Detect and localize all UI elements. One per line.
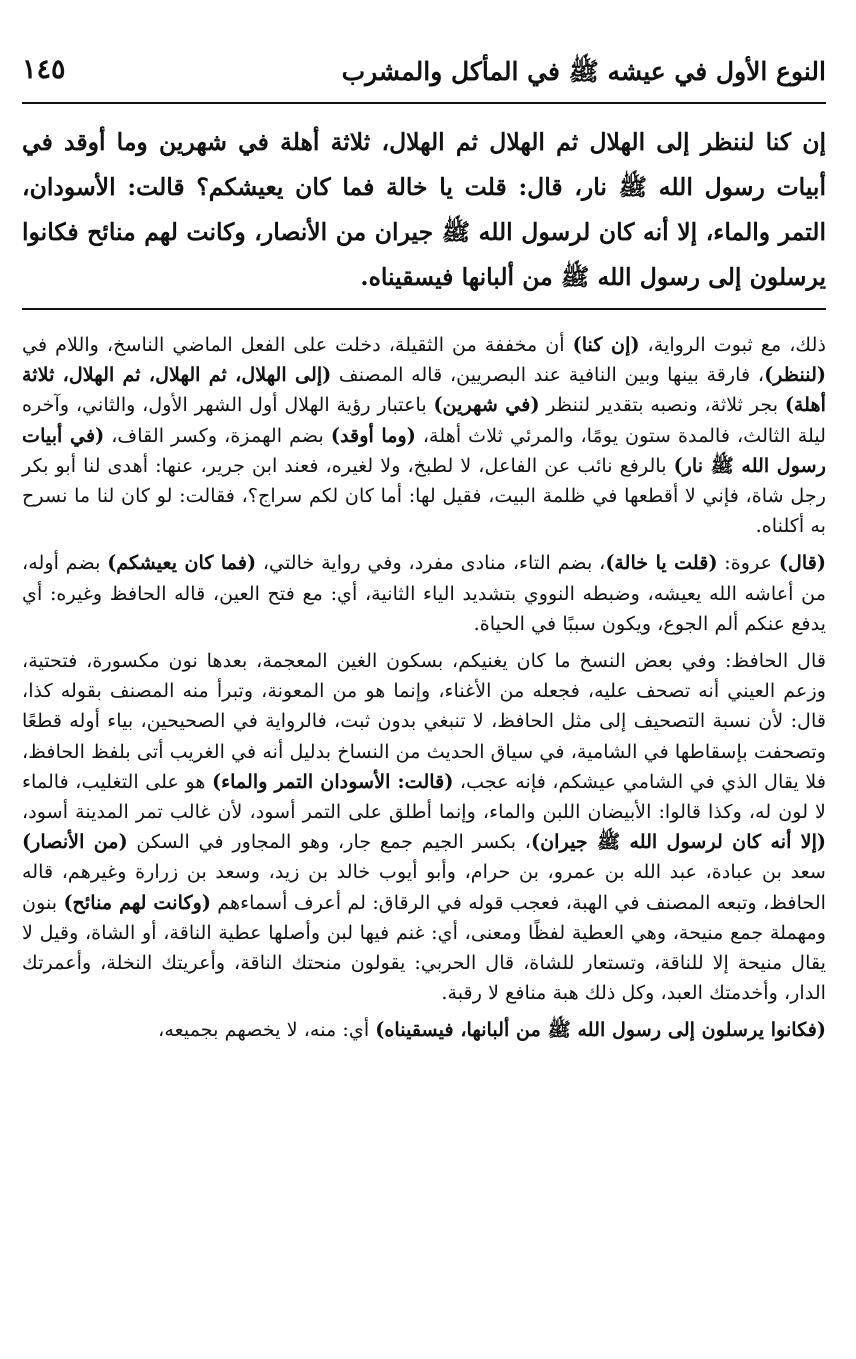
quoted-phrase: (في أبيات رسول الله ﷺ نار) — [22, 423, 826, 477]
text: باعتبار رؤية الهلال أول الشهر الأول، والثاني، وآخره ليلة الثالث، فالمدة ستون يومًا، والمرئي ثلاث أهلة، — [22, 393, 827, 447]
quoted-phrase: (من الأنصار) — [22, 830, 128, 854]
quoted-phrase: (إلى الهلال، ثم الهلال، ثم الهلال، ثلاثة أهلة) — [22, 363, 826, 417]
quoted-phrase: (فما كان يعيشكم) — [107, 551, 257, 575]
commentary-paragraph-4 — [22, 1015, 826, 1045]
quoted-phrase: (قالت: الأسودان التمر والماء) — [211, 769, 454, 793]
separator-rule — [22, 308, 826, 310]
quoted-phrase: (إن كنا) — [572, 333, 640, 356]
text: ، بكسر الجيم جمع جار، وهو المجاور في السكن — [127, 830, 532, 854]
quoted-phrase: (وما أوقد) — [330, 423, 416, 447]
commentary — [22, 330, 826, 1347]
text: قال الحافظ: وفي بعض النسخ ما كان يغنيكم، بسكون الغين المعجمة، بعدها نون مكسورة، فتحتية، وزعم العيني أنه تصحف عليه، فجعله من الأغناء، وإنما هو من المعونة، وتبرأ منه المصنف بقوله كذا، قال: لأن نسبة التصحيف إلى مثل الحافظ، لا تنبغي بدون ثبت، فالرواية في الصحيحين، بياء أوله قطعًا وتصحفت بإسقاطها في الشامية، في سياق الحديث من النساخ بدليل أنه في الغريب أتى بلفظ الحافظ، فلا يقال الذي في الشامي عيشكم، فإنه عجب، — [22, 649, 826, 793]
page-number: ١٤٥ — [22, 54, 66, 85]
quoted-phrase: (قال) — [778, 551, 826, 575]
text: ، بضم التاء، منادى مفرد، وفي رواية خالتي، — [256, 551, 606, 575]
quoted-phrase: (لننظر) — [764, 363, 826, 387]
quoted-phrase: (في شهرين) — [433, 393, 540, 417]
text: ذلك، مع ثبوت الرواية، — [639, 333, 826, 356]
text: عروة: — [717, 551, 779, 575]
text: أن مخففة من الثقيلة، دخلت على الفعل الماضي الناسخ، واللام في — [22, 333, 573, 356]
commentary-paragraph-3 — [22, 646, 826, 1008]
text: بضم أوله، من أعاشه الله يعيشه، وضبطه النووي بتشديد الياء الثانية، أي: مع فتح العين، قاله الحافظ وغيره: أي يدفع عنكم ألم الجوع، ويكون سببًا في الحياة. — [22, 551, 826, 635]
text: هو على التغليب، فالماء لا لون له، وكذا قالوا: الأبيضان اللبن والماء، وإنما أطلق على التمر أسود، لأن غالب تمر المدينة أسود، — [22, 769, 826, 824]
quoted-phrase: (فكانوا يرسلون إلى رسول الله ﷺ من ألبانها، فيسقيناه) — [375, 1018, 826, 1042]
commentary-paragraph-2 — [22, 548, 826, 639]
quoted-phrase: (قلت يا خالة) — [605, 551, 718, 575]
running-header — [22, 48, 826, 104]
text: بنون ومهملة جمع منيحة، وهي العطية لفظًا ومعنى، أي: غنم فيها لبن وأصلها عطية الناقة، أو الشاة، وقيل لا يقال منيحة إلا للناقة، وتستعار للشاة، قال الحربي: يقولون منحتك الناقة، وأعريتك النخلة، وأعمرتك الدار، وأخدمتك العبد، وكل ذلك هبة منافع لا رقبة. — [22, 890, 826, 1005]
chapter-title: النوع الأول في عيشه ﷺ في المأكل والمشرب — [341, 57, 826, 86]
quoted-phrase: (إلا أنه كان لرسول الله ﷺ جيران) — [531, 830, 827, 854]
text: بالرفع نائب عن الفاعل، لا لطبخ، ولا لغيره، فعند ابن جرير، عنها: أهدى لنا أبو بكر رجل شاة، فإني لا أقطعها في ظلمة البيت، فقيل لها: أما كان لكم سراج؟، فقالت: لو كان لنا ما نسرح به أكلناه. — [22, 453, 826, 538]
text: بضم الهمزة، وكسر القاف، — [104, 423, 331, 447]
text: أي: منه، لا يخصهم بجميعه، — [158, 1018, 376, 1042]
hadith-text: إن كنا لننظر إلى الهلال ثم الهلال ثم الهلال، ثلاثة أهلة في شهرين وما أوقد في أبيات رسول الله ﷺ نار، قال: قلت يا خالة فما كان يعيشكم؟ قالت: الأسودان، التمر والماء، إلا أنه كان لرسول الله ﷺ جيران من الأنصار، وكانت لهم منائح فكانوا يرسلون إلى رسول الله ﷺ من ألبانها فيسقيناه. — [22, 128, 826, 291]
text: بجر ثلاثة، ونصبه بتقدير لننظر — [539, 393, 785, 417]
text: ، فارقة بينها وبين النافية عند البصريين، قاله المصنف — [331, 363, 765, 387]
text: سعد بن عبادة، عبد الله بن عمرو، بن حرام، وأبو أيوب خالد بن زيد، وسعد بن زرارة وغيرهم، قاله الحافظ، وتبعه المصنف في الهبة، فعجب قوله في الرقاق: لم أعرف أسماءهم — [22, 860, 826, 914]
quoted-phrase: (وكانت لهم منائح) — [63, 890, 211, 914]
commentary-paragraph-1 — [22, 330, 826, 541]
